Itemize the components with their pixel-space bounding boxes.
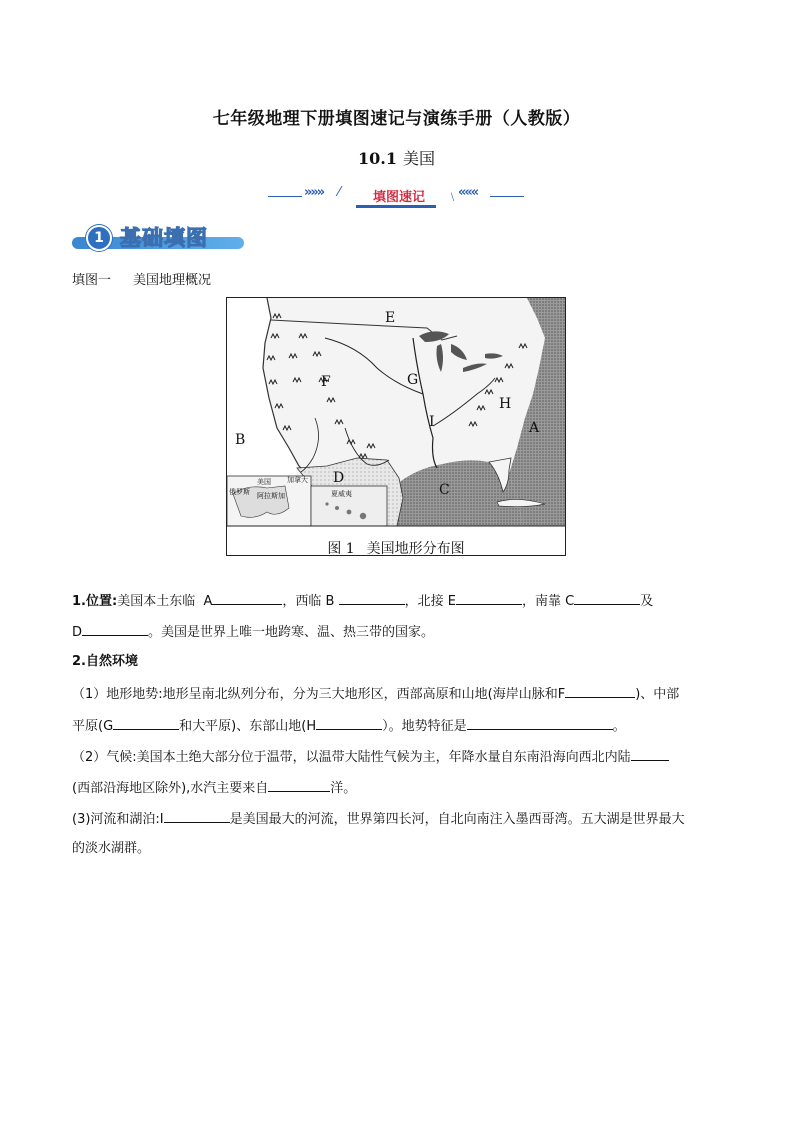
blank-f[interactable] [565,683,635,698]
q1-text-3: ，北接 [404,594,444,609]
q1-letter-e: E [447,594,456,609]
q2-p3-line-1 [72,808,724,830]
q2-letter-h: H [306,719,317,734]
q2-p1-text-b: )、中部 [635,687,680,702]
q1-text-5: 及 [640,594,654,609]
map-figure [226,297,566,556]
question-2-heading [72,652,724,672]
figure-label-prefix: 填图一 [72,273,112,288]
question-1-line-2 [72,621,724,643]
question-1 [72,590,724,612]
section-bar-left-line [268,196,302,197]
inset-label-hawaii: 夏威夷 [331,490,352,498]
banner-text: 基础填图 [120,226,208,250]
q1-heading: 位置: [85,594,118,609]
section-header-bar [268,186,524,204]
map-letter-e: E [385,310,396,326]
q2-p1-text-c: 平原( [72,719,104,734]
q2-heading: 自然环境 [85,654,138,669]
inset-label-usa: 美国 [257,478,271,486]
map-caption [227,538,565,558]
q2-p2-text-b: (西部沿海地区除外),水汽主要来自 [72,781,269,796]
blank-terrain-feature[interactable] [467,715,613,730]
map-caption-text: 美国地形分布图 [366,541,465,557]
section-bar-right-line [490,196,524,197]
map-letter-d: D [333,470,345,486]
blank-h[interactable] [316,715,382,730]
q2-number: 2. [72,654,86,669]
q2-p3-line-2 [72,839,724,859]
q2-letter-g: G [103,719,114,734]
q2-p2-text-c: 洋。 [330,781,357,796]
lesson-title [0,146,793,169]
q2-p1-line-2 [72,715,724,737]
map-letter-c: C [439,482,450,498]
blank-b[interactable] [339,590,405,605]
q2-p1-text-f: 。 [612,719,626,734]
lesson-name: 美国 [402,149,435,168]
us-terrain-map [227,298,565,555]
q1-text-7: 。美国是世界上唯一地跨寒、温、热三带的国家。 [148,625,435,640]
q1-letter-b: B [325,594,335,609]
backslash-icon: ﹨ [446,189,458,204]
map-letter-a: A [529,420,540,436]
left-arrows-icon: ««« [458,185,478,200]
map-letter-f: F [321,374,331,390]
section-banner [72,224,244,252]
map-letter-h: H [499,396,512,412]
blank-a[interactable] [212,590,282,605]
q2-p2-text-a: （2）气候:美国本土绝大部分位于温带，以温带大陆性气候为主，年降水量自东南沿海向西北内陆 [72,750,631,765]
map-letter-b: B [235,432,246,448]
blank-moisture-source[interactable] [268,777,330,792]
q1-number: 1. [72,594,86,609]
q1-letter-d: D [72,625,83,640]
lesson-number: 10.1 [358,149,397,168]
q2-letter-i: I [159,812,164,827]
inset-label-russia: 俄罗斯 [229,488,250,496]
document-title: 七年级地理下册填图速记与演练手册（人教版） [212,109,581,129]
q2-p1-line-1 [72,683,724,705]
q2-p2-line-2 [72,777,724,799]
inset-label-alaska: 阿拉斯加 [257,492,285,500]
q1-text-2: ，西临 [282,594,322,609]
map-caption-number: 图 1 [327,541,355,557]
q2-p3-text-b: 是美国最大的河流，世界第四长河，自北向南注入墨西哥湾。五大湖是世界最大 [229,812,685,827]
right-arrows-icon: »»» [304,185,324,200]
q2-p3-text-c: 的淡水湖群。 [72,841,151,856]
q1-letter-a: A [203,594,213,609]
q2-p1-text-d: 和大平原)、东部山地( [179,719,307,734]
q2-p1-text-a: （1）地形地势:地形呈南北纵列分布，分为三大地形区，西部高原和山地(海岸山脉和 [72,687,558,702]
figure-label [72,269,211,288]
section-label: 填图速记 [372,190,425,205]
blank-d[interactable] [82,621,148,636]
q2-letter-f: F [557,687,566,702]
inset-label-canada: 加拿大 [287,476,308,484]
figure-label-name: 美国地理概况 [133,273,212,288]
q2-p2-line-1 [72,746,724,768]
q1-text-4: ，南靠 [521,594,561,609]
banner-number-badge: 1 [86,225,112,251]
q2-p1-text-e: ）。地势特征是 [382,719,467,734]
map-letter-i: I [429,414,435,430]
q1-text-1: 美国本土东临 [117,594,196,609]
map-letter-g: G [407,372,419,388]
blank-precipitation-trend[interactable] [631,746,669,761]
blank-i[interactable] [164,808,230,823]
blank-c[interactable] [574,590,640,605]
blank-e[interactable] [456,590,522,605]
section-label-underline [356,205,436,208]
q1-letter-c: C [565,594,575,609]
q2-p3-text-a: (3)河流和湖泊: [72,812,160,827]
blank-g[interactable] [113,715,179,730]
